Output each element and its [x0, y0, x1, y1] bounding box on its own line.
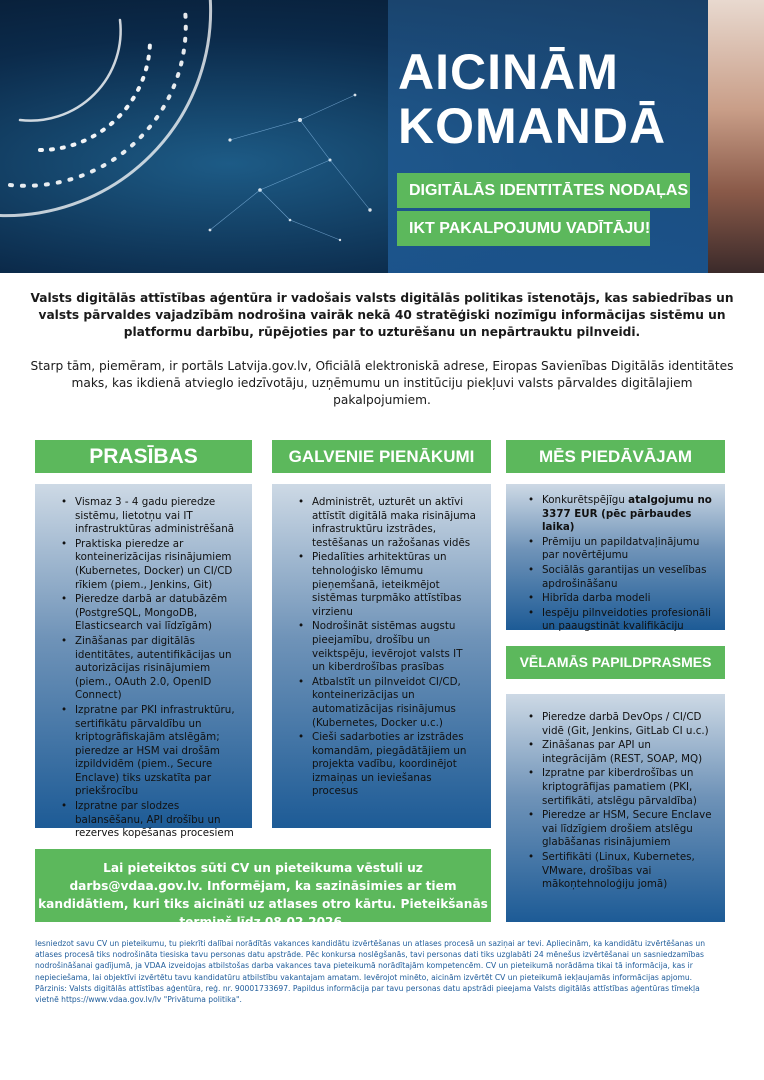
- application-callout: [35, 849, 491, 929]
- position-badge: IKT PAKALPOJUMU VADĪTĀJU!: [397, 211, 650, 246]
- list-item: • Sertifikāti (Linux, Kubernetes, VMware, drošības vai mākoņtehnoloģiju jomā): [528, 851, 713, 892]
- list-item: • Izpratne par PKI infrastruktūru, sertifikātu pārvaldību un kriptogrāfiskajām atslēgām; pieredze ar HSM vai drošām izpildvidēm (piem., Secure Enclave) tiks uzskatīta par priekšrocību: [61, 704, 238, 799]
- network-rings-graphic: [0, 0, 420, 273]
- extras-list: [528, 711, 713, 892]
- requirements-box: [35, 484, 252, 840]
- application-text: Lai pieteiktos sūti CV un pieteikuma vēstuli uz darbs@vdaa.gov.lv. Informējam, ka sazināsimies ar tiem kandidātiem, kuri tiks aicināti uz atlases otro kārtu. Pieteikšanās termiņš līdz 08.02.2026.: [38, 861, 488, 929]
- offer-heading: MĒS PIEDĀVĀJAM: [506, 440, 725, 473]
- hero-title: [398, 45, 666, 153]
- list-item: • Zināšanas par API un integrācijām (REST, SOAP, MQ): [528, 739, 713, 766]
- list-item: • Vismaz 3 - 4 gadu pieredze sistēmu, lietotņu vai IT infrastruktūras administrēšanā: [61, 496, 238, 537]
- list-item: • Piedalīties arhitektūras un tehnoloģisko lēmumu pieņemšanā, ieteikmējot sistēmas turpmāko attīstības virzienu: [298, 551, 477, 619]
- privacy-notice: [35, 938, 725, 1005]
- offer-box: [506, 484, 725, 633]
- hero-photo-edge: [708, 0, 764, 273]
- list-item: • Praktiska pieredze ar konteinerizācijas risinājumiem (Kubernetes, Docker) un CI/CD rīkiem (piem., Jenkins, Git): [61, 538, 238, 592]
- requirements-heading: PRASĪBAS: [35, 440, 252, 473]
- privacy-text: Iesniedzot savu CV un pieteikumu, tu piekrīti dalībai norādītās vakances kandidātu izvērtēšanas un atlases procesā un saziņai ar tevi. Apliecinām, ka kandidātu izvērtēšanas un atlases procesā tiks nodrošināta tiesiska tavu personas datu apstrāde. Pēc konkursa noslēgšanās, tavi personas dati tiks uzglabāti 24 mēnešus izvērtēšanai un sasniedzamības nodrošināšanai gadījumā, ja VDAA izveidojas atbilstošas darba vakances tava pieteikumā norādītajām kompetencēm. CV un pieteikumā norādāma tikai tā informācija, kas ir nepieciešama, lai objektīvi izvērtētu tavu kandidatūru atbilstību vakantajam amatam. Ievērojot minēto, aicinām izvērtēt CV un pieteikumā iekļaujamās informācijas apjomu. Pārzinis: Valsts digitālās attīstības aģentūra, reģ. nr. 90001733697. Papildus informācija par tavu personas datu apstrādi pieejama Valsts digitālās attīstības aģentūras tīmekļa vietnē https://www.vdaa.gov.lv/lv "Privātuma politika".: [35, 939, 706, 1005]
- list-item: • Atbalstīt un pilnveidot CI/CD, konteinerizācijas un automatizācijas risinājumus (Kubernetes, Docker u.c.): [298, 676, 477, 730]
- list-item: • Pieredze darbā DevOps / CI/CD vidē (Git, Jenkins, GitLab CI u.c.): [528, 711, 713, 738]
- requirements-list: [61, 496, 238, 841]
- list-item: • Sociālās garantijas un veselības apdrošināšanu: [528, 564, 713, 591]
- list-item: • Prēmiju un papildatvaļinājumu par novērtējumu: [528, 536, 713, 563]
- salary-prefix: Konkurētspējīgu: [542, 494, 629, 506]
- list-item: • Zināšanas par digitālās identitātes, autentifikācijas un autorizācijas risinājumiem (piem., OAuth 2.0, OpenID Connect): [61, 635, 238, 703]
- hero-title-line1: AICINĀM: [398, 44, 619, 100]
- extras-heading: VĒLAMĀS PAPILDPRASMES: [506, 646, 725, 679]
- hero-banner: [0, 0, 764, 273]
- list-item: • Nodrošināt sistēmas augstu pieejamību, drošību un veiktspēju, ievērojot valsts IT un kiberdrošības prasības: [298, 620, 477, 674]
- duties-heading: GALVENIE PIENĀKUMI: [272, 440, 491, 473]
- list-item: • Izpratne par slodzes balansēšanu, API drošību un rezerves kopēšanas procesiem: [61, 800, 238, 841]
- list-item: • Cieši sadarboties ar izstrādes komandām, piegādātājiem un projekta vadību, koordinējot izmaiņas un ieviešanas procesus: [298, 731, 477, 799]
- offer-list: [528, 494, 713, 634]
- intro-paragraph-1: Valsts digitālās attīstības aģentūra ir vadošais valsts digitālās politikas īstenotājs, kas sabiedrības un valsts pārvaldes vajadzībām nodrošina vairāk nekā 40 stratēģiski nozīmīgu informācijas sistēmu un platformu darbību, rūpējoties par to uzturēšanu un nepārtrauktu pilnveidi.: [30, 291, 734, 339]
- duties-box: [272, 484, 491, 828]
- salary-amount: atalgojumu no 3377 EUR (pēc pārbaudes laika): [542, 494, 712, 534]
- list-item: • Hibrīda darba modeli: [528, 592, 713, 606]
- intro-section: [30, 290, 734, 409]
- intro-paragraph-2: Starp tām, piemēram, ir portāls Latvija.gov.lv, Oficiālā elektroniskā adrese, Eiropas Savienības Digitālās identitātes maks, kas ikdienā atvieglo iedzīvotāju, uzņēmumu un institūciju piekļuvi valsts pārvaldes digitālajiem pakalpojumiem.: [30, 359, 734, 407]
- list-item: • Pieredze darbā ar datubāzēm (PostgreSQL, MongoDB, Elasticsearch vai līdzīgām): [61, 593, 238, 634]
- list-item: • Pieredze ar HSM, Secure Enclave vai līdzīgiem drošiem atslēgu glabāšanas risinājumiem: [528, 809, 713, 850]
- list-item: • Izpratne par kiberdrošības un kriptogrāfijas pamatiem (PKI, sertifikāti, atslēgu pārvaldība): [528, 767, 713, 808]
- list-item: • Administrēt, uzturēt un aktīvi attīstīt digitālā maka risinājuma infrastruktūru izstrādes, testēšanas un ražošanas vidēs: [298, 496, 477, 550]
- department-badge: DIGITĀLĀS IDENTITĀTES NODAĻAS: [397, 173, 690, 208]
- duties-list: [298, 496, 477, 799]
- list-item-salary: [528, 494, 713, 535]
- list-item: • Iespēju pilnveidoties profesionāli un paaugstināt kvalifikāciju: [528, 607, 713, 634]
- hero-title-line2: KOMANDĀ: [398, 98, 667, 154]
- extras-box: [506, 694, 725, 922]
